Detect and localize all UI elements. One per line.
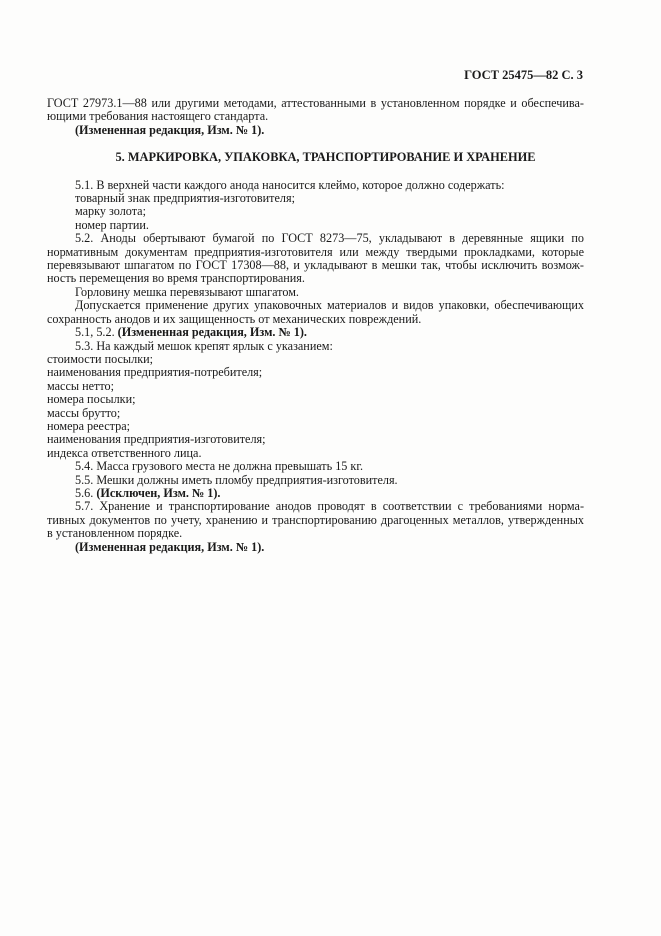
clause-5-2-line: 5.2. Аноды обертывают бумагой по ГОСТ 8273—75, укладывают в деревянные ящики по bbox=[75, 231, 584, 246]
clause-5-3-item: номера посылки; bbox=[47, 392, 136, 407]
clause-5-1-item: марку золота; bbox=[75, 204, 146, 219]
page-header: ГОСТ 25475—82 С. 3 bbox=[464, 68, 583, 82]
clause-5-4: 5.4. Масса грузового места не должна превышать 15 кг. bbox=[75, 459, 364, 474]
clause-5-2-line: сохранность анодов и их защищенность от механических повреждений. bbox=[47, 311, 422, 326]
clause-5-5: 5.5. Мешки должны иметь пломбу предприятия-изготовителя. bbox=[75, 472, 398, 487]
clause-5-1-item: товарный знак предприятия-изготовителя; bbox=[75, 191, 295, 206]
intro-line-2: ющими требования настоящего стандарта. bbox=[47, 109, 269, 124]
section-title: 5. МАРКИРОВКА, УПАКОВКА, ТРАНСПОРТИРОВАНИЕ И ХРАНЕНИЕ bbox=[115, 150, 536, 165]
clause-5-3: 5.3. На каждый мешок крепят ярлык с указанием: bbox=[75, 338, 333, 353]
clause-5-1: 5.1. В верхней части каждого анода наносится клеймо, которое должно содержать: bbox=[75, 177, 505, 192]
clause-5-7-line: 5.7. Хранение и транспортирование анодов проводят в соответствии с требованиями норма- bbox=[75, 499, 584, 514]
clause-5-2-line: ность перемещения во время транспортирования. bbox=[47, 271, 305, 286]
intro-change-note: (Измененная редакция, Изм. № 1). bbox=[75, 122, 265, 137]
clause-5-7-line: тивных документов по учету, хранению и транспортированию драгоценных металлов, утвержденных bbox=[47, 512, 584, 527]
intro-line-1: ГОСТ 27973.1—88 или другими методами, аттестованными в установленном порядке и обеспечива- bbox=[47, 96, 584, 110]
clause-5-1-5-2-note bbox=[47, 326, 584, 339]
excluded-note: (Исключен, Изм. № 1). bbox=[96, 485, 221, 500]
clause-5-1-item: номер партии. bbox=[75, 217, 149, 232]
document-body bbox=[47, 97, 584, 554]
clause-5-3-item: массы нетто; bbox=[47, 378, 114, 393]
clause-5-7-line: в установленном порядке. bbox=[47, 526, 183, 541]
clause-5-3-item: индекса ответственного лица. bbox=[47, 445, 202, 460]
change-note: (Измененная редакция, Изм. № 1). bbox=[117, 325, 307, 340]
clause-5-3-item: наименования предприятия-потребителя; bbox=[47, 365, 263, 380]
clause-5-2-line: Горловину мешка перевязывают шпагатом. bbox=[75, 284, 299, 299]
clause-5-3-item: стоимости посылки; bbox=[47, 351, 154, 366]
clause-5-3-item: номера реестра; bbox=[47, 418, 131, 433]
clause-5-2-line: нормативным документам предприятия-изготовителя или между твердыми прокладками, которые bbox=[47, 244, 584, 259]
clause-ref: 5.1, 5.2. bbox=[75, 325, 115, 340]
clause-5-2-line: перевязывают шпагатом по ГОСТ 17308—88, и укладывают в мешки так, чтобы исключить возмож- bbox=[47, 258, 584, 273]
clause-5-7-change-note: (Измененная редакция, Изм. № 1). bbox=[75, 539, 265, 554]
clause-5-6 bbox=[47, 487, 584, 500]
clause-5-3-item: массы брутто; bbox=[47, 405, 121, 420]
clause-ref: 5.6. bbox=[75, 485, 94, 500]
clause-5-2-line: Допускается применение других упаковочных материалов и видов упаковки, обеспечивающих bbox=[75, 298, 584, 313]
clause-5-3-item: наименования предприятия-изготовителя; bbox=[47, 432, 266, 447]
